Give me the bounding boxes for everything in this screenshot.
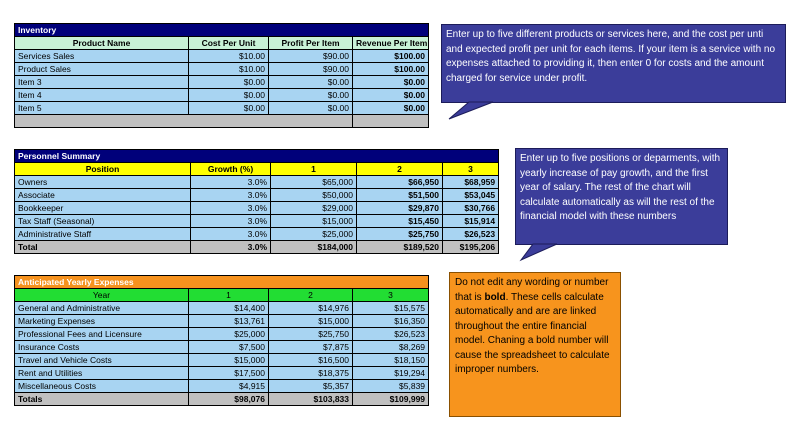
inventory-cell[interactable]: Item 3 xyxy=(15,76,189,89)
expenses-cell[interactable]: $5,839 xyxy=(353,380,429,393)
table-row xyxy=(15,367,429,380)
expenses-cell[interactable]: $15,000 xyxy=(189,354,269,367)
personnel-table xyxy=(14,149,499,254)
personnel-header-year-3[interactable]: 3 xyxy=(443,163,499,176)
inventory-callout-text: Enter up to five different products or services here, and the cost per unti and expected profit per unit for each items. If your item is a service with no expenses attached to providing it, then enter 0 for costs and the amount charged for service under profit. xyxy=(446,29,776,84)
expenses-title[interactable]: Anticipated Yearly Expenses xyxy=(15,276,429,289)
personnel-title-row xyxy=(15,150,499,163)
expenses-cell[interactable]: $14,400 xyxy=(189,302,269,315)
table-row xyxy=(15,63,429,76)
expenses-cell[interactable]: $25,000 xyxy=(189,328,269,341)
bold-note-bold-word: bold xyxy=(484,291,506,303)
inventory-title[interactable]: Inventory xyxy=(15,24,429,37)
inventory-cell[interactable]: $0.00 xyxy=(189,102,269,115)
personnel-cell[interactable]: $50,000 xyxy=(271,189,357,202)
inventory-cell[interactable]: $90.00 xyxy=(269,50,353,63)
expenses-cell[interactable]: $7,500 xyxy=(189,341,269,354)
inventory-blank-cell[interactable] xyxy=(15,115,353,128)
inventory-cell[interactable]: $100.00 xyxy=(353,50,429,63)
bold-note-text-after: . These cells calculate automatically and are are linked throughout the entire financial model. Chaning a bold number will cause the spreadsheet to calculate improper numbers. xyxy=(455,291,610,375)
inventory-header-revenue[interactable]: Revenue Per Item xyxy=(353,37,429,50)
expenses-header-year-2[interactable]: 2 xyxy=(269,289,353,302)
personnel-title[interactable]: Personnel Summary xyxy=(15,150,499,163)
personnel-total-cell[interactable]: $195,206 xyxy=(443,241,499,254)
expenses-cell[interactable]: $17,500 xyxy=(189,367,269,380)
personnel-cell[interactable]: 3.0% xyxy=(191,189,271,202)
expenses-cell[interactable]: General and Administrative xyxy=(15,302,189,315)
expenses-header-row xyxy=(15,289,429,302)
inventory-cell[interactable]: $0.00 xyxy=(269,76,353,89)
personnel-cell[interactable]: 3.0% xyxy=(191,176,271,189)
table-row xyxy=(15,380,429,393)
inventory-cell[interactable]: $0.00 xyxy=(269,89,353,102)
inventory-table xyxy=(14,23,429,128)
inventory-cell[interactable]: $0.00 xyxy=(353,102,429,115)
personnel-header-year-1[interactable]: 1 xyxy=(271,163,357,176)
table-row xyxy=(15,189,499,202)
expenses-cell[interactable]: $18,375 xyxy=(269,367,353,380)
expenses-header-year-3[interactable]: 3 xyxy=(353,289,429,302)
expenses-title-row xyxy=(15,276,429,289)
personnel-cell[interactable]: 3.0% xyxy=(191,202,271,215)
inventory-cell[interactable]: $0.00 xyxy=(353,76,429,89)
personnel-callout-text: Enter up to five positions or deparments, with yearly increase of pay growth, and the first year of salary. The rest of the chart will calculate automatically as will the rest of the financial model with these numbers xyxy=(520,153,721,222)
expenses-cell[interactable]: Marketing Expenses xyxy=(15,315,189,328)
expenses-cell[interactable]: $14,976 xyxy=(269,302,353,315)
table-row xyxy=(15,302,429,315)
inventory-cell[interactable]: Product Sales xyxy=(15,63,189,76)
personnel-cell[interactable]: $53,045 xyxy=(443,189,499,202)
table-row xyxy=(15,76,429,89)
table-row xyxy=(15,354,429,367)
expenses-header-year-1[interactable]: 1 xyxy=(189,289,269,302)
personnel-cell[interactable]: $51,500 xyxy=(357,189,443,202)
inventory-callout xyxy=(441,24,786,103)
personnel-total-cell[interactable]: $184,000 xyxy=(271,241,357,254)
personnel-total-cell[interactable]: Total xyxy=(15,241,191,254)
inventory-cell[interactable]: Services Sales xyxy=(15,50,189,63)
inventory-cell[interactable]: Item 5 xyxy=(15,102,189,115)
inventory-title-row xyxy=(15,24,429,37)
expenses-cell[interactable]: Professional Fees and Licensure xyxy=(15,328,189,341)
expenses-cell[interactable]: $26,523 xyxy=(353,328,429,341)
table-row xyxy=(15,50,429,63)
table-row xyxy=(15,89,429,102)
expenses-cell[interactable]: $16,350 xyxy=(353,315,429,328)
inventory-blank-row xyxy=(15,115,429,128)
inventory-cell[interactable]: $100.00 xyxy=(353,63,429,76)
personnel-cell[interactable]: 3.0% xyxy=(191,228,271,241)
personnel-header-growth[interactable]: Growth (%) xyxy=(191,163,271,176)
table-row xyxy=(15,328,429,341)
table-row xyxy=(15,202,499,215)
personnel-header-position[interactable]: Position xyxy=(15,163,191,176)
inventory-cell[interactable]: $10.00 xyxy=(189,50,269,63)
personnel-cell[interactable]: $66,950 xyxy=(357,176,443,189)
table-row xyxy=(15,102,429,115)
expenses-cell[interactable]: Rent and Utilities xyxy=(15,367,189,380)
expenses-cell[interactable]: $18,150 xyxy=(353,354,429,367)
personnel-callout-tail xyxy=(515,244,575,264)
personnel-cell[interactable]: $25,000 xyxy=(271,228,357,241)
personnel-header-year-2[interactable]: 2 xyxy=(357,163,443,176)
personnel-cell[interactable]: 3.0% xyxy=(191,215,271,228)
personnel-cell[interactable]: Bookkeeper xyxy=(15,202,191,215)
inventory-header-product[interactable]: Product Name xyxy=(15,37,189,50)
expenses-cell[interactable]: $25,750 xyxy=(269,328,353,341)
expenses-cell[interactable]: Miscellaneous Costs xyxy=(15,380,189,393)
expenses-header-year[interactable]: Year xyxy=(15,289,189,302)
expenses-cell[interactable]: $13,761 xyxy=(189,315,269,328)
expenses-cell[interactable]: $8,269 xyxy=(353,341,429,354)
personnel-total-row xyxy=(15,241,499,254)
personnel-cell[interactable]: $15,000 xyxy=(271,215,357,228)
expenses-cell[interactable]: $15,575 xyxy=(353,302,429,315)
expenses-cell[interactable]: $16,500 xyxy=(269,354,353,367)
personnel-callout xyxy=(515,148,728,245)
personnel-cell[interactable]: Administrative Staff xyxy=(15,228,191,241)
expenses-cell[interactable]: $4,915 xyxy=(189,380,269,393)
expenses-cell[interactable]: $5,357 xyxy=(269,380,353,393)
personnel-cell[interactable]: $68,959 xyxy=(443,176,499,189)
personnel-cell[interactable]: Owners xyxy=(15,176,191,189)
personnel-cell[interactable]: $29,870 xyxy=(357,202,443,215)
personnel-cell[interactable]: $26,523 xyxy=(443,228,499,241)
inventory-cell[interactable]: $90.00 xyxy=(269,63,353,76)
inventory-header-row xyxy=(15,37,429,50)
expenses-total-cell[interactable]: $98,076 xyxy=(189,393,269,406)
table-row xyxy=(15,341,429,354)
personnel-cell[interactable]: $15,450 xyxy=(357,215,443,228)
expenses-total-cell[interactable]: Totals xyxy=(15,393,189,406)
personnel-cell[interactable]: $30,766 xyxy=(443,202,499,215)
expenses-total-cell[interactable]: $109,999 xyxy=(353,393,429,406)
inventory-cell[interactable]: $0.00 xyxy=(189,76,269,89)
personnel-cell[interactable]: $29,000 xyxy=(271,202,357,215)
personnel-cell[interactable]: $25,750 xyxy=(357,228,443,241)
expenses-total-cell[interactable]: $103,833 xyxy=(269,393,353,406)
personnel-cell[interactable]: $65,000 xyxy=(271,176,357,189)
inventory-cell[interactable]: Item 4 xyxy=(15,89,189,102)
expenses-cell[interactable]: $7,875 xyxy=(269,341,353,354)
expenses-cell[interactable]: $19,294 xyxy=(353,367,429,380)
personnel-header-row xyxy=(15,163,499,176)
expenses-cell[interactable]: Travel and Vehicle Costs xyxy=(15,354,189,367)
inventory-cell[interactable]: $0.00 xyxy=(353,89,429,102)
personnel-cell[interactable]: Tax Staff (Seasonal) xyxy=(15,215,191,228)
inventory-header-cost[interactable]: Cost Per Unit xyxy=(189,37,269,50)
personnel-cell[interactable]: Associate xyxy=(15,189,191,202)
expenses-cell[interactable]: Insurance Costs xyxy=(15,341,189,354)
expenses-cell[interactable]: $15,000 xyxy=(269,315,353,328)
bold-warning-note xyxy=(449,272,621,417)
table-row xyxy=(15,176,499,189)
inventory-callout-tail xyxy=(441,102,501,122)
personnel-cell[interactable]: $15,914 xyxy=(443,215,499,228)
expenses-total-row xyxy=(15,393,429,406)
inventory-cell[interactable]: $0.00 xyxy=(189,89,269,102)
personnel-total-cell[interactable]: 3.0% xyxy=(191,241,271,254)
expenses-table xyxy=(14,275,429,406)
inventory-cell[interactable]: $10.00 xyxy=(189,63,269,76)
inventory-cell[interactable]: $0.00 xyxy=(269,102,353,115)
inventory-header-profit[interactable]: Profit Per Item xyxy=(269,37,353,50)
personnel-total-cell[interactable]: $189,520 xyxy=(357,241,443,254)
inventory-blank-cell[interactable] xyxy=(353,115,429,128)
table-row xyxy=(15,315,429,328)
table-row xyxy=(15,215,499,228)
table-row xyxy=(15,228,499,241)
bold-note-text-before: Do not edit any wording or number that is xyxy=(455,277,609,303)
